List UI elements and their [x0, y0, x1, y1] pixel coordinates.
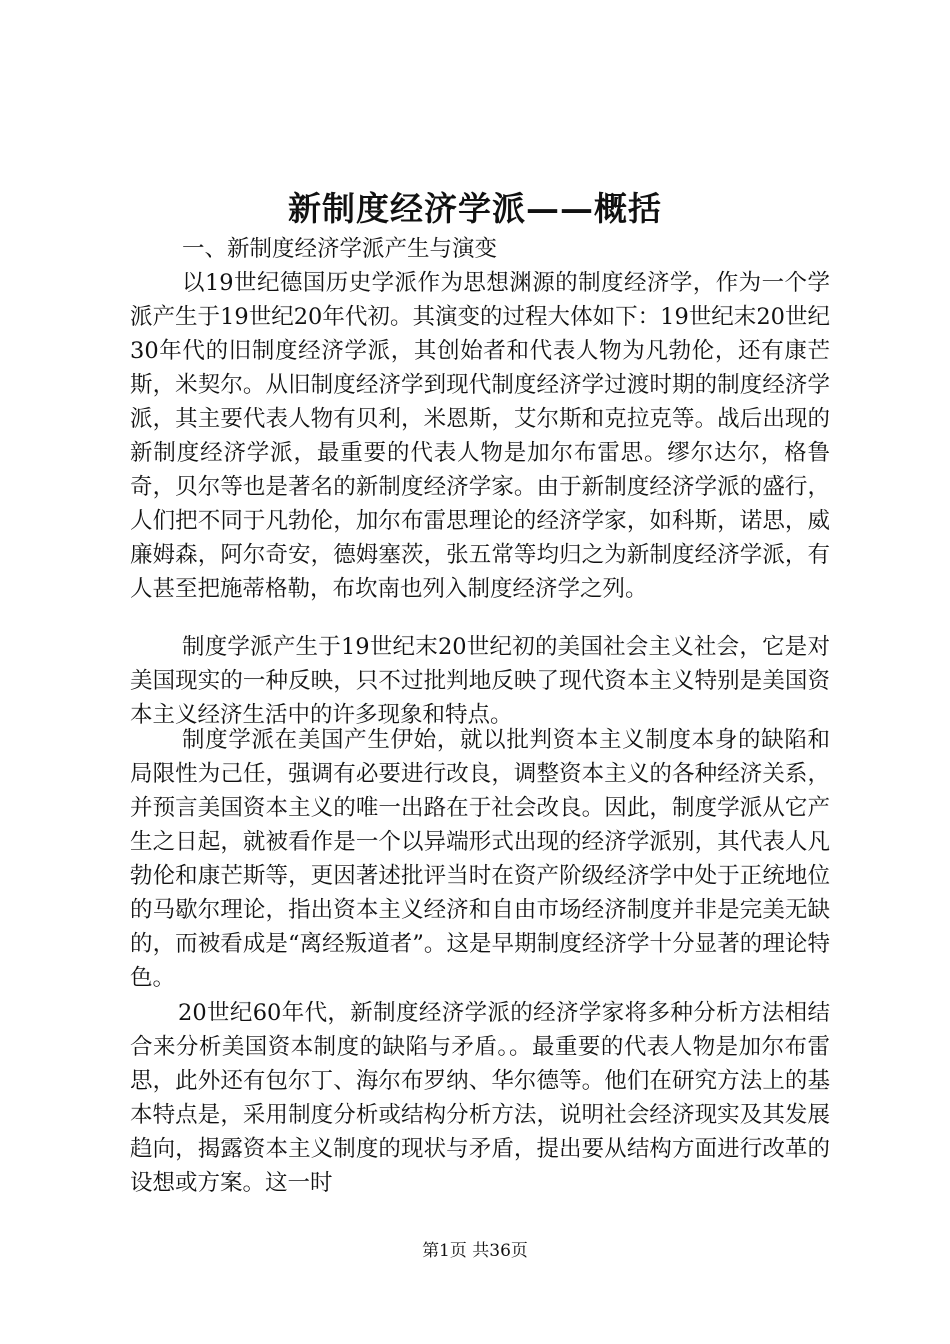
- paragraph-1: 以19世纪德国历史学派作为思想渊源的制度经济学，作为一个学派产生于19世纪20年代初。其演变的过程大体如下：19世纪末20世纪30年代的旧制度经济学派，其创始者和代表人物为凡勃伦，还有康芒斯，米契尔。从旧制度经济学到现代制度经济学过渡时期的制度经济学派，其主要代表人物有贝利，米恩斯，艾尔斯和克拉克等。战后出现的新制度经济学派，最重要的代表人物是加尔布雷思。缪尔达尔，格鲁奇，贝尔等也是著名的新制度经济学家。由于新制度经济学派的盛行，人们把不同于凡勃伦，加尔布雷思理论的经济学家，如科斯，诺思，威廉姆森，阿尔奇安，德姆塞茨，张五常等均归之为新制度经济学派，有人甚至把施蒂格勒，布坎南也列入制度经济学之列。: [130, 270, 830, 602]
- paragraph-4: 20世纪60年代，新制度经济学派的经济学家将多种分析方法相结合来分析美国资本制度的缺陷与矛盾。。最重要的代表人物是加尔布雷思，此外还有包尔丁、海尔布罗纳、华尔德等。他们在研究方法上的基本特点是，采用制度分析或结构分析方法，说明社会经济现实及其发展趋向，揭露资本主义制度的现状与矛盾，提出要从结构方面进行改革的设想或方案。这一时: [130, 1000, 830, 1196]
- document-title: 新制度经济学派——概括: [288, 189, 662, 228]
- page-footer: 第1页 共36页: [422, 1241, 528, 1261]
- paragraph-3: 制度学派在美国产生伊始，就以批判资本主义制度本身的缺陷和局限性为己任，强调有必要进行改良，调整资本主义的各种经济关系，并预言美国资本主义的唯一出路在于社会改良。因此，制度学派从它产生之日起，就被看作是一个以异端形式出现的经济学派别，其代表人凡勃伦和康芒斯等，更因著述批评当时在资产阶级经济学中处于正统地位的马歇尔理论，指出资本主义经济和自由市场经济制度并非是完美无缺的，而被看成是“离经叛道者”。这是早期制度经济学十分显著的理论特色。: [130, 727, 830, 991]
- section-heading: 一、新制度经济学派产生与演变: [182, 236, 498, 262]
- paragraph-2: 制度学派产生于19世纪末20世纪初的美国社会主义社会，它是对美国现实的一种反映，只不过批判地反映了现代资本主义特别是美国资本主义经济生活中的许多现象和特点。: [130, 634, 830, 728]
